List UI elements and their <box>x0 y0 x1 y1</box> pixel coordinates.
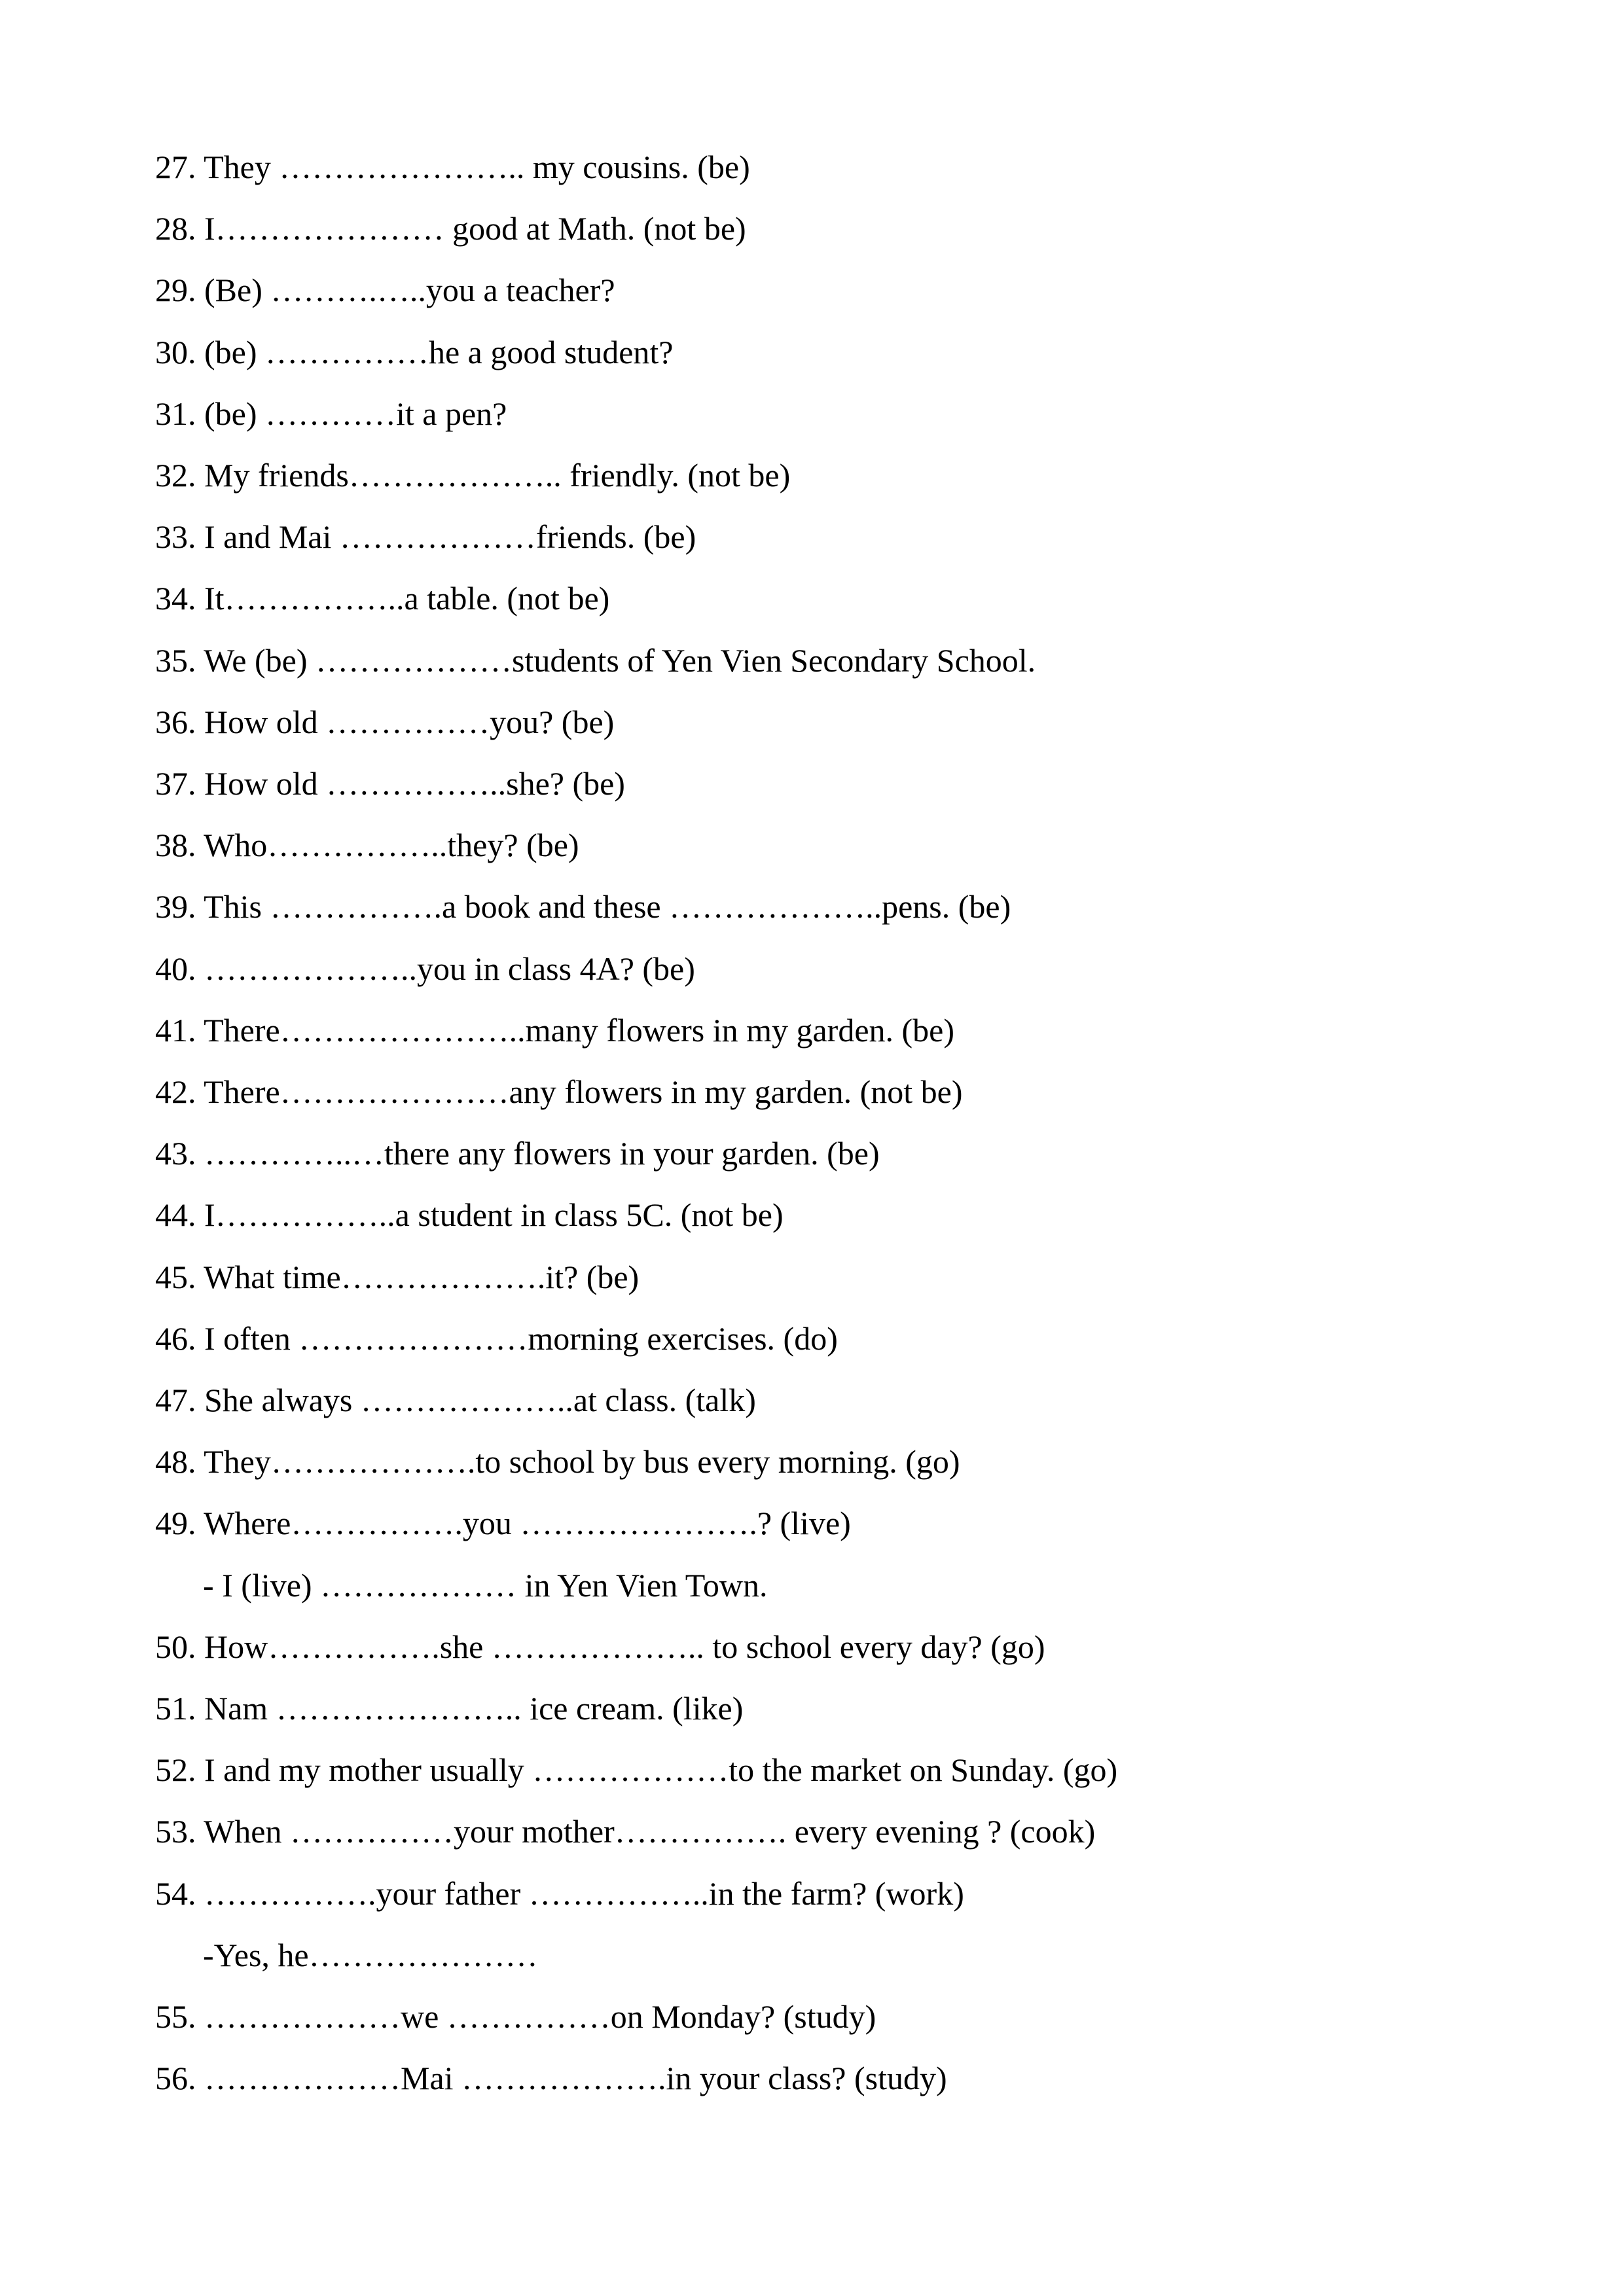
exercise-item: 32. My friends……………….. friendly. (not be) <box>155 457 791 493</box>
exercise-item: 33. I and Mai ………………friends. (be) <box>155 518 696 556</box>
exercise-item: 35. We (be) ………………students of Yen Vien Secondary School. <box>155 641 1036 679</box>
exercise-answer-line: -Yes, he………………… <box>203 1936 538 1973</box>
exercise-item: 41. There…………………..many flowers in my garden. (be) <box>155 1011 955 1049</box>
exercise-item: 52. I and my mother usually ………………to the market on Sunday. (go) <box>155 1751 1118 1789</box>
exercise-item: 27. They ………………….. my cousins. (be) <box>155 149 750 185</box>
exercise-item: 50. How…………….she ……………….. to school every day? (go) <box>155 1628 1045 1665</box>
exercise-item: 31. (be) …………it a pen? <box>155 395 507 432</box>
exercise-item: 55. ………………we ……………on Monday? (study) <box>155 1998 876 2035</box>
exercise-item: 47. She always ………………..at class. (talk) <box>155 1382 756 1418</box>
exercise-item: 48. They……………….to school by bus every morning. (go) <box>155 1443 960 1480</box>
exercise-item: 44. I……………..a student in class 5C. (not be) <box>155 1196 784 1234</box>
exercise-item: 45. What time……………….it? (be) <box>155 1258 640 1295</box>
exercise-item: 39. This …………….a book and these ………………..pens. (be) <box>155 888 1011 925</box>
exercise-item: 56. ………………Mai ……………….in your class? (study) <box>155 2060 947 2097</box>
exercise-item: 49. Where…………….you ………………….? (live) <box>155 1505 851 1542</box>
exercise-item: 28. I………………… good at Math. (not be) <box>155 210 746 247</box>
exercise-item: 29. (Be) ……….…..you a teacher? <box>155 272 615 309</box>
exercise-item: 54. …………….your father ……………..in the farm? (work) <box>155 1874 964 1912</box>
exercise-item: 42. There…………………any flowers in my garden. (not be) <box>155 1073 963 1110</box>
exercise-item: 43. …………..…there any flowers in your garden. (be) <box>155 1135 880 1172</box>
exercise-item: 53. When ……………your mother……………. every evening ? (cook) <box>155 1813 1096 1850</box>
exercise-item: 36. How old ……………you? (be) <box>155 703 615 740</box>
exercise-item: 51. Nam ………………….. ice cream. (like) <box>155 1690 744 1727</box>
exercise-item: 46. I often …………………morning exercises. (do) <box>155 1319 838 1357</box>
exercise-item: 34. It……………..a table. (not be) <box>155 580 610 617</box>
exercise-answer-line: - I (live) ……………… in Yen Vien Town. <box>203 1566 768 1604</box>
exercise-item: 37. How old ……………..she? (be) <box>155 765 625 802</box>
exercise-item: 40. ………………..you in class 4A? (be) <box>155 950 695 987</box>
exercise-item: 38. Who……………..they? (be) <box>155 827 579 864</box>
exercise-item: 30. (be) ……………he a good student? <box>155 333 674 370</box>
